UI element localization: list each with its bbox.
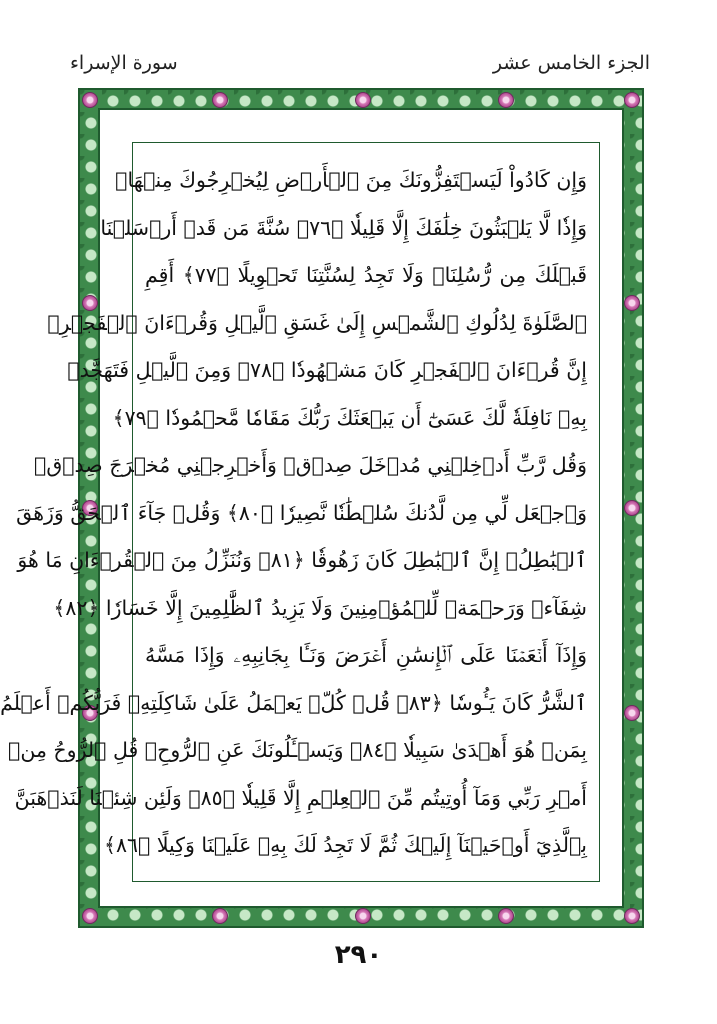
rosette-icon bbox=[498, 92, 514, 108]
text-line: ٱلشَّرُّ كَانَ يَـُٔوسٗا ﴿٨٣﴾ قُلۡ كُلّٞ يَعۡمَلُ عَلَىٰ شَاكِلَتِهِۦ فَرَبُّكُمۡ أَعۡلَمُ bbox=[0, 690, 587, 715]
text-line: شِفَآءٞ وَرَحۡمَةٞ لِّلۡمُؤۡمِنِينَ وَلَا يَزِيدُ ٱلظَّٰلِمِينَ إِلَّا خَسَارٗا ﴿٨٢﴾ bbox=[53, 595, 587, 620]
rosette-icon bbox=[212, 908, 228, 924]
rosette-icon bbox=[624, 92, 640, 108]
rosette-icon bbox=[624, 500, 640, 516]
rosette-icon bbox=[355, 908, 371, 924]
text-line: ٱلۡبَٰطِلُۚ إِنَّ ٱلۡبَٰطِلَ كَانَ زَهُوقٗا ﴿٨١﴾ وَنُنَزِّلُ مِنَ ٱلۡقُرۡءَانِ مَا هُوَ bbox=[17, 548, 587, 572]
text-line: بِمَنۡ هُوَ أَهۡدَىٰ سَبِيلٗا ﴿٨٤﴾ وَيَسۡـَٔلُونَكَ عَنِ ٱلرُّوحِۖ قُلِ ٱلرُّوحُ مِنۡ bbox=[8, 738, 587, 762]
rosette-icon bbox=[498, 908, 514, 924]
text-line: وَإِذٗا لَّا يَلۡبَثُونَ خِلَٰفَكَ إِلَّا قَلِيلٗا ﴿٧٦﴾ سُنَّةَ مَن قَدۡ أَرۡسَلۡنَا bbox=[100, 215, 587, 240]
rosette-icon bbox=[212, 92, 228, 108]
page-header bbox=[70, 52, 650, 86]
text-line: قَبۡلَكَ مِن رُّسُلِنَاۖ وَلَا تَجِدُ لِسُنَّتِنَا تَحۡوِيلًا ﴿٧٧﴾ أَقِمِ bbox=[145, 263, 587, 287]
text-line: وَإِن كَادُواْ لَيَسۡتَفِزُّونَكَ مِنَ ٱلۡأَرۡضِ لِيُخۡرِجُوكَ مِنۡهَاۖ bbox=[115, 168, 587, 192]
text-line: إِنَّ قُرۡءَانَ ٱلۡفَجۡرِ كَانَ مَشۡهُودٗا ﴿٧٨﴾ وَمِنَ ٱلَّيۡلِ فَتَهَجَّدۡ bbox=[67, 358, 587, 382]
text-line: وَٱجۡعَل لِّي مِن لَّدُنكَ سُلۡطَٰنٗا نَّصِيرٗا ﴿٨٠﴾ وَقُلۡ جَآءَ ٱلۡحَقُّ وَزَهَقَ bbox=[16, 500, 587, 525]
rosette-icon bbox=[624, 705, 640, 721]
page-number: ٢٩٠ bbox=[334, 940, 383, 970]
text-line: بِهِۦ نَافِلَةٗ لَّكَ عَسَىٰٓ أَن يَبۡعَثَكَ رَبُّكَ مَقَامٗا مَّحۡمُودٗا ﴿٧٩﴾ bbox=[112, 405, 587, 430]
text-line: وَإِذَآ أَنۡعَمۡنَا عَلَى ٱلۡإِنسَٰنِ أَعۡرَضَ وَنَـَٔا بِجَانِبِهِۦ وَإِذَا مَسَّهُ bbox=[145, 643, 587, 667]
juz-label: الجزء الخامس عشر bbox=[492, 52, 650, 74]
rosette-icon bbox=[355, 92, 371, 108]
ornamental-frame bbox=[0, 88, 644, 928]
rosette-icon bbox=[624, 295, 640, 311]
text-line: بِٱلَّذِيٓ أَوۡحَيۡنَآ إِلَيۡكَ ثُمَّ لَا تَجِدُ لَكَ بِهِۦ عَلَيۡنَا وَكِيلًا ﴿٨٦﴾ bbox=[103, 833, 587, 857]
text-line: ٱلصَّلَوٰةَ لِدُلُوكِ ٱلشَّمۡسِ إِلَىٰ غَسَقِ ٱلَّيۡلِ وَقُرۡءَانَ ٱلۡفَجۡرِۖ bbox=[47, 310, 587, 335]
text-line: وَقُل رَّبِّ أَدۡخِلۡنِي مُدۡخَلَ صِدۡقٖ وَأَخۡرِجۡنِي مُخۡرَجَ صِدۡقٖ bbox=[34, 453, 587, 477]
text-line: أَمۡرِ رَبِّي وَمَآ أُوتِيتُم مِّنَ ٱلۡعِلۡمِ إِلَّا قَلِيلٗا ﴿٨٥﴾ وَلَئِن شِئۡنَا لَنَذۡهَبَنَّ bbox=[14, 785, 587, 810]
surah-name: سورة الإسراء bbox=[70, 52, 178, 74]
rosette-icon bbox=[82, 92, 98, 108]
quran-text-area bbox=[0, 142, 600, 882]
rosette-icon bbox=[624, 908, 640, 924]
rosette-icon bbox=[82, 908, 98, 924]
